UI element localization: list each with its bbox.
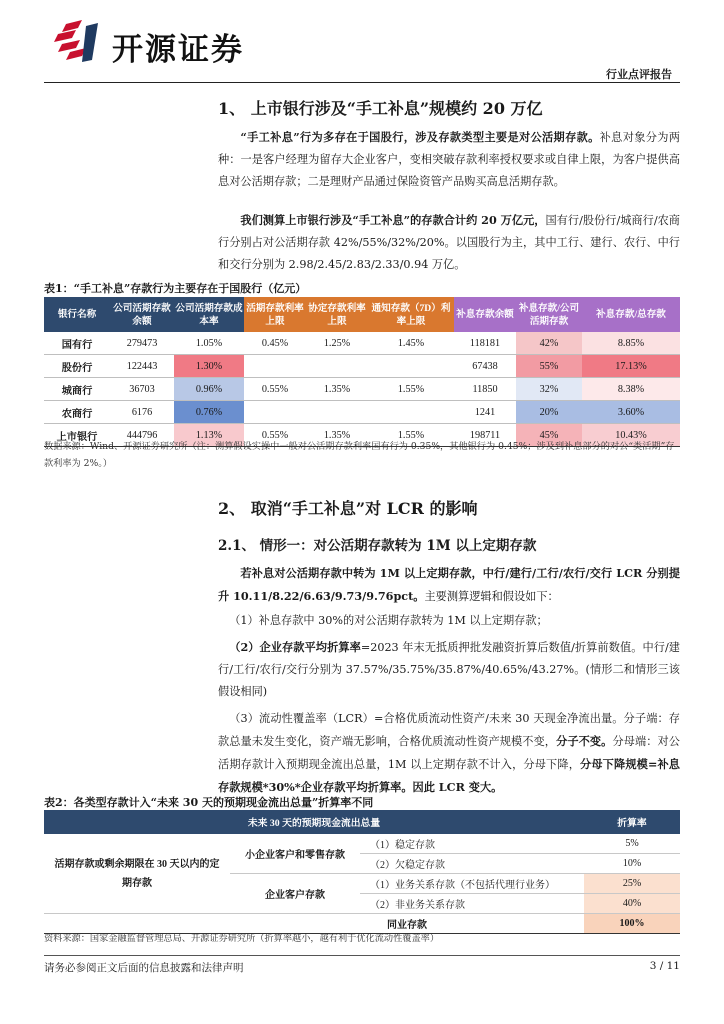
section1-p2-highlight: 我们测算上市银行涉及“手工补息”的存款合计约 20 万亿元， bbox=[240, 213, 546, 227]
bank-name: 上市银行 bbox=[44, 424, 110, 447]
table1-caption: 表1：“手工补息”存款行为主要存在于国股行（亿元） bbox=[44, 282, 307, 295]
section1-paragraph-1 bbox=[218, 126, 680, 193]
ratio-cell: 45% bbox=[516, 424, 582, 447]
table2-corp-label: 企业客户存款 bbox=[230, 874, 360, 914]
section2-paragraph-2: （1）补息存款中 30%的对公活期存款转为 1M 以上定期存款； bbox=[229, 614, 548, 627]
balance-cell: 444796 bbox=[110, 424, 174, 447]
section1-p1-highlight: “手工补息”行为多存在于国股行，涉及存款类型主要是对公活期存款。 bbox=[240, 130, 600, 144]
section2-paragraph-3 bbox=[218, 636, 680, 703]
ratio-cell: 8.85% bbox=[582, 332, 680, 355]
balance-cell: 122443 bbox=[110, 355, 174, 378]
bank-name: 国有行 bbox=[44, 332, 110, 355]
bank-name: 农商行 bbox=[44, 401, 110, 424]
table2-header-main: 未来 30 天的预期现金流出总量 bbox=[44, 810, 584, 834]
page-number: 3 / 11 bbox=[649, 960, 680, 972]
footer-divider bbox=[44, 955, 680, 956]
table2-note: 资料来源：国家金融监督管理总局、开源证券研究所（折算率越小，越有利于优化流动性覆盖率） bbox=[44, 933, 440, 944]
cost-cell: 0.76% bbox=[174, 401, 244, 424]
ratio-cell: 3.60% bbox=[582, 401, 680, 424]
balance-cell: 279473 bbox=[110, 332, 174, 355]
section1-paragraph-2 bbox=[218, 209, 680, 276]
footer-disclaimer: 请务必参阅正文后面的信息披露和法律声明 bbox=[44, 962, 244, 974]
table-row bbox=[44, 834, 680, 854]
table2-caption: 表2：各类型存款计入“未来 30 天的预期现金流出总量”折算率不同 bbox=[44, 796, 374, 809]
cap-cell bbox=[244, 355, 306, 378]
table2-item-label: （1）业务关系存款（不包括代理行业务） bbox=[360, 874, 584, 894]
table2-item-label: （1）稳定存款 bbox=[360, 834, 584, 854]
section2-paragraph-4 bbox=[218, 708, 680, 799]
cap-cell: 1.35% bbox=[306, 378, 368, 401]
cap-cell bbox=[306, 355, 368, 378]
report-type-label: 行业点评报告 bbox=[606, 68, 672, 81]
table2-item-rate: 5% bbox=[584, 834, 680, 854]
section2-p3-highlight: （2）企业存款平均折算率 bbox=[229, 640, 361, 654]
table2-item-rate: 25% bbox=[584, 874, 680, 894]
table2-header-rate: 折算率 bbox=[584, 810, 680, 834]
cap-cell: 0.55% bbox=[244, 424, 306, 447]
table1 bbox=[44, 297, 680, 447]
cost-cell: 1.30% bbox=[174, 355, 244, 378]
cap-cell bbox=[368, 401, 454, 424]
cap-cell: 1.35% bbox=[306, 424, 368, 447]
cost-cell: 1.13% bbox=[174, 424, 244, 447]
table2-retail-label: 小企业客户和零售存款 bbox=[230, 834, 360, 874]
table-row bbox=[44, 355, 680, 378]
section2-1-title: 2.1、 情形一：对公活期存款转为 1M 以上定期存款 bbox=[218, 538, 537, 554]
table1-header: 公司活期存款成本率 bbox=[174, 297, 244, 332]
balance-cell: 36703 bbox=[110, 378, 174, 401]
table-row bbox=[44, 378, 680, 401]
subsidy-cell: 198711 bbox=[454, 424, 516, 447]
cap-cell bbox=[368, 355, 454, 378]
cap-cell: 1.25% bbox=[306, 332, 368, 355]
ratio-cell: 17.13% bbox=[582, 355, 680, 378]
section2-p4-highlight-a: 分子不变。 bbox=[556, 734, 613, 748]
ratio-cell: 42% bbox=[516, 332, 582, 355]
cost-cell: 1.05% bbox=[174, 332, 244, 355]
cap-cell: 0.55% bbox=[244, 378, 306, 401]
table2-item-label: （2）欠稳定存款 bbox=[360, 854, 584, 874]
subsidy-cell: 67438 bbox=[454, 355, 516, 378]
ratio-cell: 32% bbox=[516, 378, 582, 401]
balance-cell: 6176 bbox=[110, 401, 174, 424]
section1-p1-text: 补息对象分为两种：一是客户经理为留存大企业客户，变相突破存款利率授权要求或自律上限，为客户提供高息对公活期存款；二是理财产品通过保险资管产品购买高息活期存款。 bbox=[218, 131, 680, 188]
table2 bbox=[44, 810, 680, 934]
table2-item-rate: 10% bbox=[584, 854, 680, 874]
header-divider bbox=[44, 82, 680, 83]
subsidy-cell: 11850 bbox=[454, 378, 516, 401]
table1-header-row bbox=[44, 297, 680, 332]
table1-header: 通知存款（7D）利率上限 bbox=[368, 297, 454, 332]
table2-header-row bbox=[44, 810, 680, 834]
table1-header: 补息存款/总存款 bbox=[582, 297, 680, 332]
section2-p3-text: =2023 年末无抵质押批发融资折算后数值/折算前数值。中行/建行/工行/农行/交行分别为 37.57%/35.75%/35.87%/40.65%/43.27%。(情形二和情形三该假设相同) bbox=[218, 641, 680, 698]
subsidy-cell: 1241 bbox=[454, 401, 516, 424]
table2-interbank-rate: 100% bbox=[584, 914, 680, 934]
section1-title: 1、 上市银行涉及“手工补息”规模约 20 万亿 bbox=[218, 99, 543, 118]
section2-paragraph-1 bbox=[218, 562, 680, 608]
brand-name: 开源证券 bbox=[112, 32, 244, 68]
table1-header: 补息存款余额 bbox=[454, 297, 516, 332]
section2-p4-text-b: 分母端：对公活期存款计入预期现金流出总量，1M 以上定期存款不计入，分母下降， bbox=[218, 735, 680, 771]
cap-cell: 1.55% bbox=[368, 378, 454, 401]
ratio-cell: 8.38% bbox=[582, 378, 680, 401]
bank-name: 城商行 bbox=[44, 378, 110, 401]
cap-cell: 1.55% bbox=[368, 424, 454, 447]
table2-row-group: 活期存款或剩余期限在 30 天以内的定期存款 bbox=[44, 834, 230, 914]
table1-note: 数据来源：Wind、开源证券研究所（注：测算假设实操中一般对公活期存款利率国有行为 0.35%，其他银行为 0.45%；涉及到补息部分的对公“类活期”存款利率为 2%。） bbox=[44, 441, 675, 469]
cap-cell bbox=[244, 401, 306, 424]
section2-p1-text: 主要测算逻辑和假设如下： bbox=[424, 590, 559, 603]
table2-item-rate: 40% bbox=[584, 894, 680, 914]
cap-cell: 0.45% bbox=[244, 332, 306, 355]
cap-cell: 1.45% bbox=[368, 332, 454, 355]
ratio-cell: 10.43% bbox=[582, 424, 680, 447]
table1-header: 协定存款利率上限 bbox=[306, 297, 368, 332]
section2-p1-highlight: 若补息对公活期存款中转为 1M 以上定期存款，中行/建行/工行/农行/交行 LCR 分别提升 10.11/8.22/6.63/9.73/9.76pct。 bbox=[218, 566, 680, 603]
table-row bbox=[44, 332, 680, 355]
cost-cell: 0.96% bbox=[174, 378, 244, 401]
table1-header: 公司活期存款余额 bbox=[110, 297, 174, 332]
section2-p4-highlight-b: 分母下降规模=补息存款规模*30%*企业存款平均折算率。因此 LCR 变大。 bbox=[218, 757, 680, 794]
table-row bbox=[44, 401, 680, 424]
table2-item-label: （2）非业务关系存款 bbox=[360, 894, 584, 914]
table2-interbank-label: 同业存款 bbox=[230, 914, 584, 934]
table1-header: 活期存款利率上限 bbox=[244, 297, 306, 332]
section1-p2-text: 国有行/股份行/城商行/农商行分别占对公活期存款 42%/55%/32%/20%。以国股行为主，其中工行、建行、农行、中行和交行分别为 2.98/2.45/2.83/2.33/0.94 万亿。 bbox=[218, 214, 680, 271]
ratio-cell: 55% bbox=[516, 355, 582, 378]
subsidy-cell: 118181 bbox=[454, 332, 516, 355]
table1-header: 补息存款/公司活期存款 bbox=[516, 297, 582, 332]
bank-name: 股份行 bbox=[44, 355, 110, 378]
section2-p4-text-a: （3）流动性覆盖率（LCR）=合格优质流动性资产/未来 30 天现金净流出量。分子端：存款总量未发生变化，资产端无影响，合格优质流动性资产规模不变， bbox=[218, 712, 680, 748]
section2-title: 2、 取消“手工补息”对 LCR 的影响 bbox=[218, 499, 478, 518]
brand-logo-icon bbox=[52, 20, 106, 64]
cap-cell bbox=[306, 401, 368, 424]
table1-header: 银行名称 bbox=[44, 297, 110, 332]
ratio-cell: 20% bbox=[516, 401, 582, 424]
